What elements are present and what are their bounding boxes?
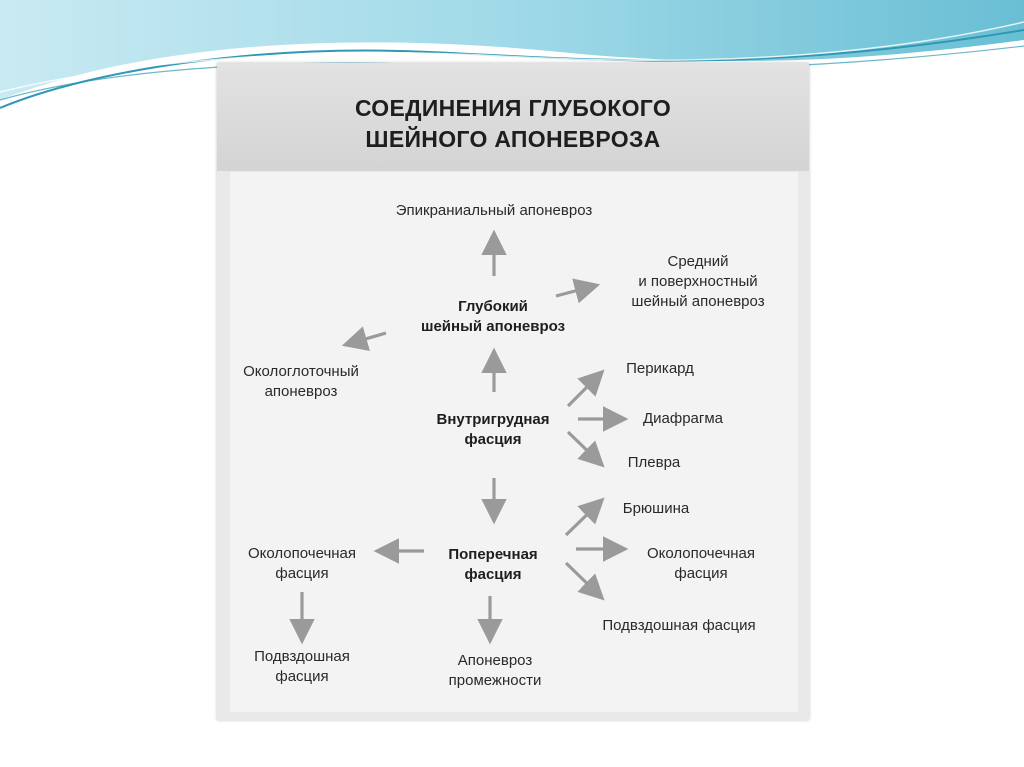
arrow-to-middle-superficial: [556, 286, 594, 296]
node-epicranial-aponeurosis: Эпикраниальный апоневроз: [395, 202, 593, 219]
node-middle-superficial-aponeurosis: Средний и поверхностный шейный апоневроз: [631, 253, 765, 310]
arrow-to-peripharyngeal: [348, 333, 386, 344]
node-peritoneum: Брюшина: [622, 500, 690, 517]
arrow-to-peritoneum: [566, 502, 600, 535]
node-perirenal-fascia-right: Околопочечная фасция: [646, 545, 756, 582]
node-deep-cervical-aponeurosis: Глубокий шейный апоневроз: [420, 298, 566, 335]
node-iliac-fascia-left: Подвздошная фасция: [254, 648, 350, 685]
arrow-to-pericardium: [568, 374, 600, 406]
node-perineal-aponeurosis: Апоневроз промежности: [448, 652, 542, 689]
node-diaphragm: Диафрагма: [642, 410, 724, 427]
diagram-title: СОЕДИНЕНИЯ ГЛУБОКОГО ШЕЙНОГО АПОНЕВРОЗА: [354, 95, 672, 152]
node-pericardium: Перикард: [626, 360, 694, 377]
node-pleura: Плевра: [627, 454, 681, 471]
node-peripharyngeal-aponeurosis: Окологлоточный апоневроз: [243, 363, 359, 400]
arrow-to-iliac-right: [566, 563, 600, 596]
node-iliac-fascia-right: Подвздошная фасция: [602, 617, 756, 634]
node-endothoracic-fascia: Внутригрудная фасция: [436, 411, 550, 448]
node-perirenal-fascia-left: Околопочечная фасция: [247, 545, 357, 582]
node-transverse-fascia: Поперечная фасция: [448, 546, 538, 583]
